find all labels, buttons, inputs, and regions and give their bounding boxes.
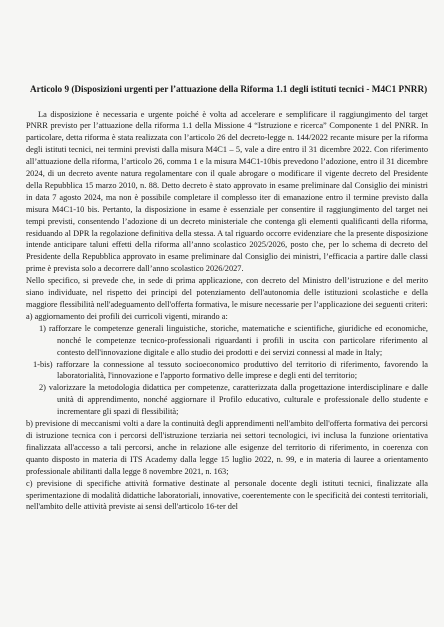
paragraph-intro: La disposizione è necessaria e urgente poiché è volta ad accelerare e semplificare il raggiungimento del target PNRR previsto per l’attuazione della riforma 1.1 della Missione 4 “Istruzione e ricerca” Componente 1 del PNRR. In particolare, detta riforma è stata realizzata con l’articolo 26 del decreto-legge n. 144/2022 recante misure per la riforma degli istituti tecnici, nei termini previsti dalla misura M4C1 – 5, vale a dire entro il 31 dicembre 2022. Con riferimento all’attuazione della riforma, l’articolo 26, comma 1 e la misura M4C1-10bis prevedono l’adozione, entro il 31 dicembre 2024, di un decreto avente natura regolamentare con il quale abrogare o modificare il vigente decreto del Presidente della Repubblica 15 marzo 2010, n. 88. Detto decreto è stato approvato in esame preliminare dal Consiglio dei ministri in data 7 agosto 2024, ma non è possibile completare il complesso iter di emanazione entro il termine previsto dalla misura M4C1-10 bis. Pertanto, la disposizione in esame è essenziale per consentire il raggiungimento del target nei tempi previsti, consentendo l’adozione di un decreto ministeriale che contenga gli elementi qualificanti della riforma, residuando al DPR la regolazione definitiva della stessa. A tal riguardo occorre evidenziare che la presente disposizione intende anticipare taluni effetti della riforma all’anno scolastico 2025/2026, posto che, per lo schema di decreto del Presidente della Repubblica approvato in esame preliminare dal Consiglio dei ministri, l’efficacia a partire dalle classi prime è prevista solo a decorrere dall’anno scolastico 2026/2027. (26, 109, 428, 274)
criterion-a1: 1) rafforzare le competenze generali linguistiche, storiche, matematiche e scientifiche, giuridiche ed economiche, nonché le competenze tecnico-professionali riguardanti i profili in uscita con particolare riferimento al contesto dell'innovazione digitale e allo studio dei prodotti e dei servizi connessi al made in Italy; (39, 323, 428, 357)
criterion-a1bis: 1-bis) rafforzare la connessione al tessuto socioeconomico produttivo del territorio di riferimento, favorendo la laboratorialità, l'innovazione e l'apporto formativo delle imprese e degli enti del territorio; (33, 359, 428, 381)
criterion-a2: 2) valorizzare la metodologia didattica per competenze, caratterizzata dalla progettazione interdisciplinare e dalle unità di apprendimento, nonché aggiornare il Profilo educativo, culturale e professionale dello studente e incrementare gli spazi di flessibilità; (39, 383, 428, 417)
article-title: Articolo 9 (Disposizioni urgenti per l’attuazione della Riforma 1.1 degli istituti tecnici - M4C1 PNRR) (30, 84, 428, 94)
criterion-c: c) previsione di specifiche attività formative destinate al personale docente degli istituti tecnici, finalizzate alla sperimentazione di modalità didattiche laboratoriali, innovative, coerentemente con le specificità dei contesti territoriali, nell'ambito delle attività previste ai sensi dell'articolo 16-ter del (26, 478, 428, 512)
paragraph-specific: Nello specifico, si prevede che, in sede di prima applicazione, con decreto del Ministro dell’istruzione e del merito siano individuate, nel rispetto dei principi del potenziamento dell'autonomia delle istituzioni scolastiche e della maggiore flessibilità nell'adeguamento dell'offerta formativa, le misure necessarie per l’applicazione dei seguenti criteri: (26, 276, 428, 309)
criterion-a: a) aggiornamento dei profili dei curricoli vigenti, mirando a: (26, 311, 228, 321)
criterion-b: b) previsione di meccanismi volti a dare la continuità degli apprendimenti nell'ambito dell'offerta formativa dei percorsi di istruzione tecnica con i percorsi dell'istruzione terziaria nei settori tecnologici, ivi inclusa la funzione orientativa finalizzata all'accesso a tali percorsi, anche in relazione alle esigenze del territorio di riferimento, in coerenza con quanto disposto in materia di ITS Academy dalla legge 15 luglio 2022, n. 99, e in materia di lauree a orientamento professionale abilitanti dalla legge 8 novembre 2021, n. 163; (26, 419, 428, 476)
